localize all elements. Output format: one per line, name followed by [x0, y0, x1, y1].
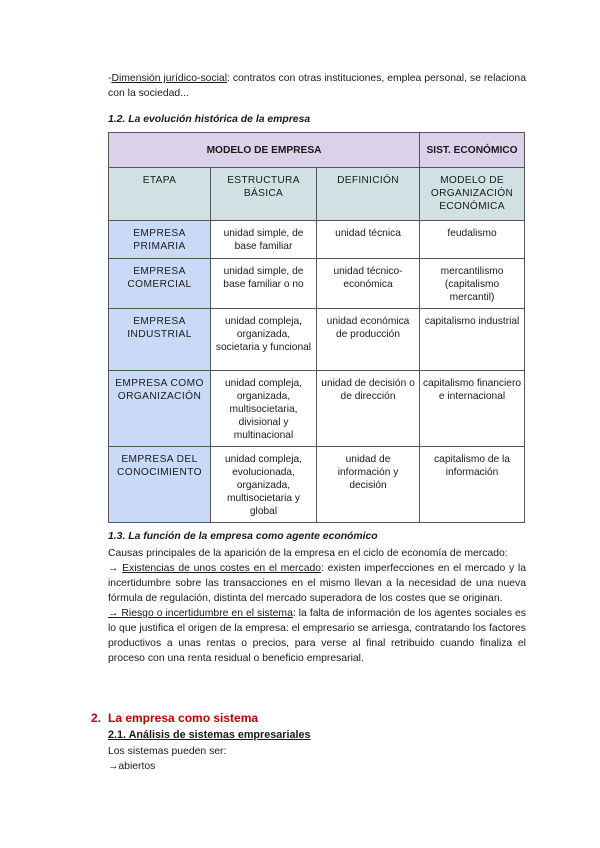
table-cell: unidad compleja, organizada, societaria y funcional: [211, 309, 317, 371]
section-2-1-body: [108, 744, 526, 774]
evolution-table: [108, 132, 525, 523]
cause-risk: [108, 606, 526, 666]
table-row: [109, 259, 525, 309]
cause-text: : la falta de información de los agentes sociales es lo que justifica el origen de la empresa: el empresario se arriesga, contratando los factores productivos a unas rentas o precios, para verse al final retribuido cuando finaliza el proceso con una renta residual o beneficio empresarial.: [108, 608, 526, 664]
table-cell: capitalismo de la información: [420, 447, 525, 523]
systems-open: →abiertos: [108, 761, 156, 772]
cause-costs: [108, 561, 526, 606]
table-cell: EMPRESA DEL CONOCIMIENTO: [109, 447, 211, 523]
table-cell: unidad compleja, evolucionada, organizada, multisocietaria y global: [211, 447, 317, 523]
intro-term: Dimensión jurídico-social: [111, 73, 228, 84]
table-cell: unidad técnica: [317, 221, 420, 259]
table-cell: EMPRESA COMERCIAL: [109, 259, 211, 309]
table-row: [109, 371, 525, 447]
table-cell: unidad simple, de base familiar o no: [211, 259, 317, 309]
col-header: ESTRUCTURA BÁSICA: [211, 168, 317, 221]
table-cell: EMPRESA PRIMARIA: [109, 221, 211, 259]
table-cell: mercantilismo (capitalismo mercantil): [420, 259, 525, 309]
section-2-heading: [91, 711, 258, 725]
table-subheader-row: [109, 168, 525, 221]
col-header: DEFINICIÓN: [317, 168, 420, 221]
table-cell: unidad simple, de base familiar: [211, 221, 317, 259]
col-header: MODELO DE ORGANIZACIÓN ECONÓMICA: [420, 168, 525, 221]
intro-text: : contratos con otras instituciones, emplea personal, se relaciona con la sociedad...: [108, 73, 526, 99]
table-cell: EMPRESA COMO ORGANIZACIÓN: [109, 371, 211, 447]
systems-intro: Los sistemas pueden ser:: [108, 746, 227, 757]
section-title: La empresa como sistema: [108, 711, 259, 725]
table-cell: EMPRESA INDUSTRIAL: [109, 309, 211, 371]
header-sist: SIST. ECONÓMICO: [420, 133, 525, 168]
table-cell: unidad económica de producción: [317, 309, 420, 371]
section-2-1-heading: 2.1. Análisis de sistemas empresariales: [108, 729, 311, 741]
table-cell: unidad compleja, organizada, multisocietaria, divisional y multinacional: [211, 371, 317, 447]
cause-term: Riesgo o incertidumbre en el sistema: [118, 608, 293, 619]
section-1-3-body: [108, 546, 526, 666]
causes-intro: Causas principales de la aparición de la empresa en el ciclo de economía de mercado:: [108, 548, 508, 559]
table-row: [109, 309, 525, 371]
cause-term: Existencias de unos costes en el mercado: [122, 563, 322, 574]
table-cell: capitalismo financiero e internacional: [420, 371, 525, 447]
table-cell: capitalismo industrial: [420, 309, 525, 371]
intro-paragraph: [108, 71, 526, 101]
table-cell: unidad técnico-económica: [317, 259, 420, 309]
arrow-icon: →: [108, 608, 119, 619]
section-1-3-heading: 1.3. La función de la empresa como agente económico: [108, 531, 378, 542]
arrow-icon: →: [108, 563, 123, 574]
table-cell: unidad de información y decisión: [317, 447, 420, 523]
section-number: 2.: [91, 711, 102, 725]
header-modelo: MODELO DE EMPRESA: [109, 133, 420, 168]
section-1-2-heading: 1.2. La evolución histórica de la empresa: [108, 114, 311, 125]
table-header-row: [109, 133, 525, 168]
cause-text: : existen imperfecciones en el mercado y la incertidumbre sobre las transacciones en el mismo llevan a la necesidad de una nueva fórmula de regulación, distinta del mercado superadora de los costes que se originan.: [108, 563, 526, 604]
intro-prefix: -: [108, 73, 112, 84]
table-cell: feudalismo: [420, 221, 525, 259]
table-row: [109, 447, 525, 523]
table-cell: unidad de decisión o de dirección: [317, 371, 420, 447]
col-header: ETAPA: [109, 168, 211, 221]
table-row: [109, 221, 525, 259]
